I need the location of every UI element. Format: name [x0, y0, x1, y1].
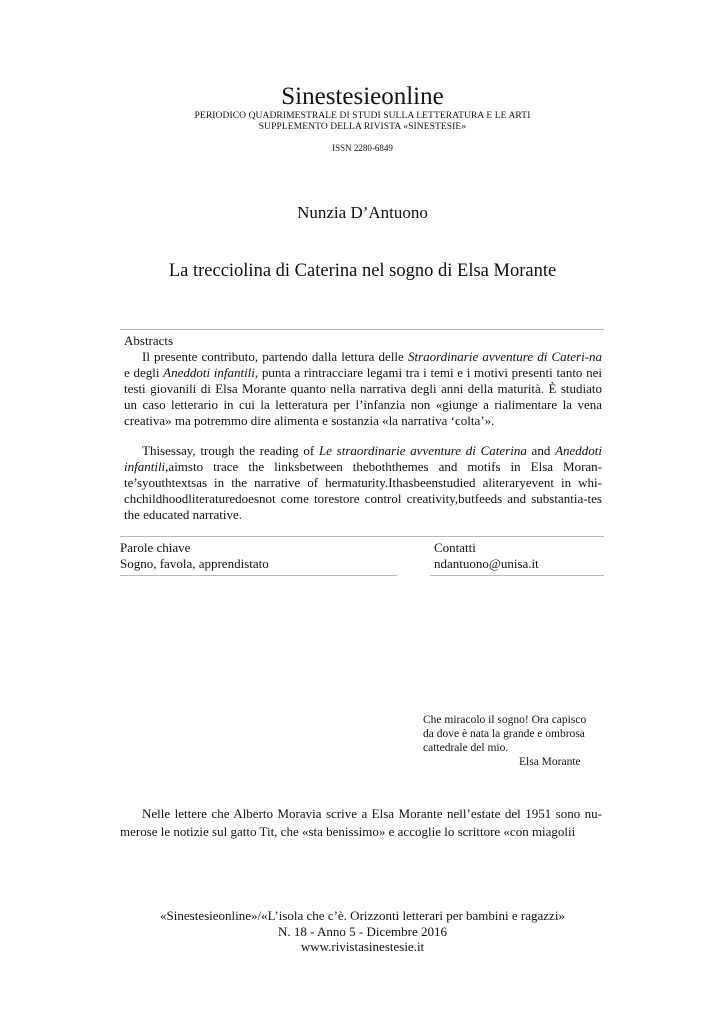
abstract-top-rule	[120, 329, 604, 330]
footer-website: www.rivistasinestesie.it	[300, 939, 425, 954]
abstract-italian: Il presente contributo, partendo dalla lettura delle Straordinarie avventure di Cateri-na e degli Aneddoti infantili, punta a rintracciare legami tra i temi e i motivi presenti tanto nei testi giovanili di Elsa Morante quanto nella narrativa degli anni della maturità. È studiato un caso letterario in cui la letteratura per l’infanzia non «giunge a rialimentare la vena creativa» ma potremmo dire alimenta e sostanzia «la narrativa ‘colta’».	[124, 349, 603, 428]
keywords-rule	[120, 575, 397, 576]
epigraph-line: Che miracolo il sogno! Ora capisco	[423, 714, 587, 726]
body-paragraph: Nelle lettere che Alberto Moravia scrive a Elsa Morante nell’estate del 1951 sono nu-merose le notizie sul gatto Tit, che «sta benissimo» e accoglie lo scrittore «con miagolii	[120, 806, 602, 839]
contacts-label: Contatti	[434, 540, 476, 555]
epigraph-line: cattedrale del mio.	[423, 742, 509, 754]
keywords-box	[120, 540, 397, 572]
contacts-rule	[430, 575, 604, 576]
page-footer	[0, 908, 725, 955]
abstract-heading: Abstracts	[124, 333, 174, 348]
footer-journal: «Sinestesieonline»/«L’isola che c’è. Orizzonti letterari per bambini e ragazzi»	[160, 908, 565, 923]
keywords-label: Parole chiave	[120, 540, 191, 555]
journal-subtitle: PERIODICO QUADRIMESTRALE DI STUDI SULLA LETTERATURA E LE ARTI	[194, 111, 531, 121]
epigraph	[423, 713, 613, 769]
journal-title: Sinestesieonline	[281, 83, 444, 110]
epigraph-attribution: Elsa Morante	[519, 756, 581, 768]
article-title: La trecciolina di Caterina nel sogno di Elsa Morante	[168, 261, 557, 281]
abstract-english: Thisessay, trough the reading of Le straordinarie avventure di Caterina and Aneddoti infantili,aimsto trace the linksbetween theboththemes and motifs in Elsa Moran-te’syouthtextsas in the narrative of hermaturity.Ithasbeenstudied aliteraryevent in whi-chchildhoodliteraturedoesnot come torestore control creativity,butfeeds and substantia-tes the educated narrative.	[124, 443, 602, 522]
footer-issue: N. 18 - Anno 5 - Dicembre 2016	[278, 923, 447, 939]
abstract-bottom-rule	[120, 536, 604, 537]
contact-email: ndantuono@unisa.it	[434, 556, 539, 571]
epigraph-line: da dove è nata la grande e ombrosa	[423, 728, 585, 740]
journal-supplement-note: SUPPLEMENTO DELLA RIVISTA «SINESTESIE»	[258, 122, 467, 132]
abstract-section	[124, 333, 602, 523]
article-author: Nunzia D’Antuono	[297, 203, 428, 222]
keywords-value: Sogno, favola, apprendistato	[120, 556, 269, 571]
contacts-box	[434, 540, 604, 572]
issn: ISSN 2280-6849	[332, 143, 393, 153]
